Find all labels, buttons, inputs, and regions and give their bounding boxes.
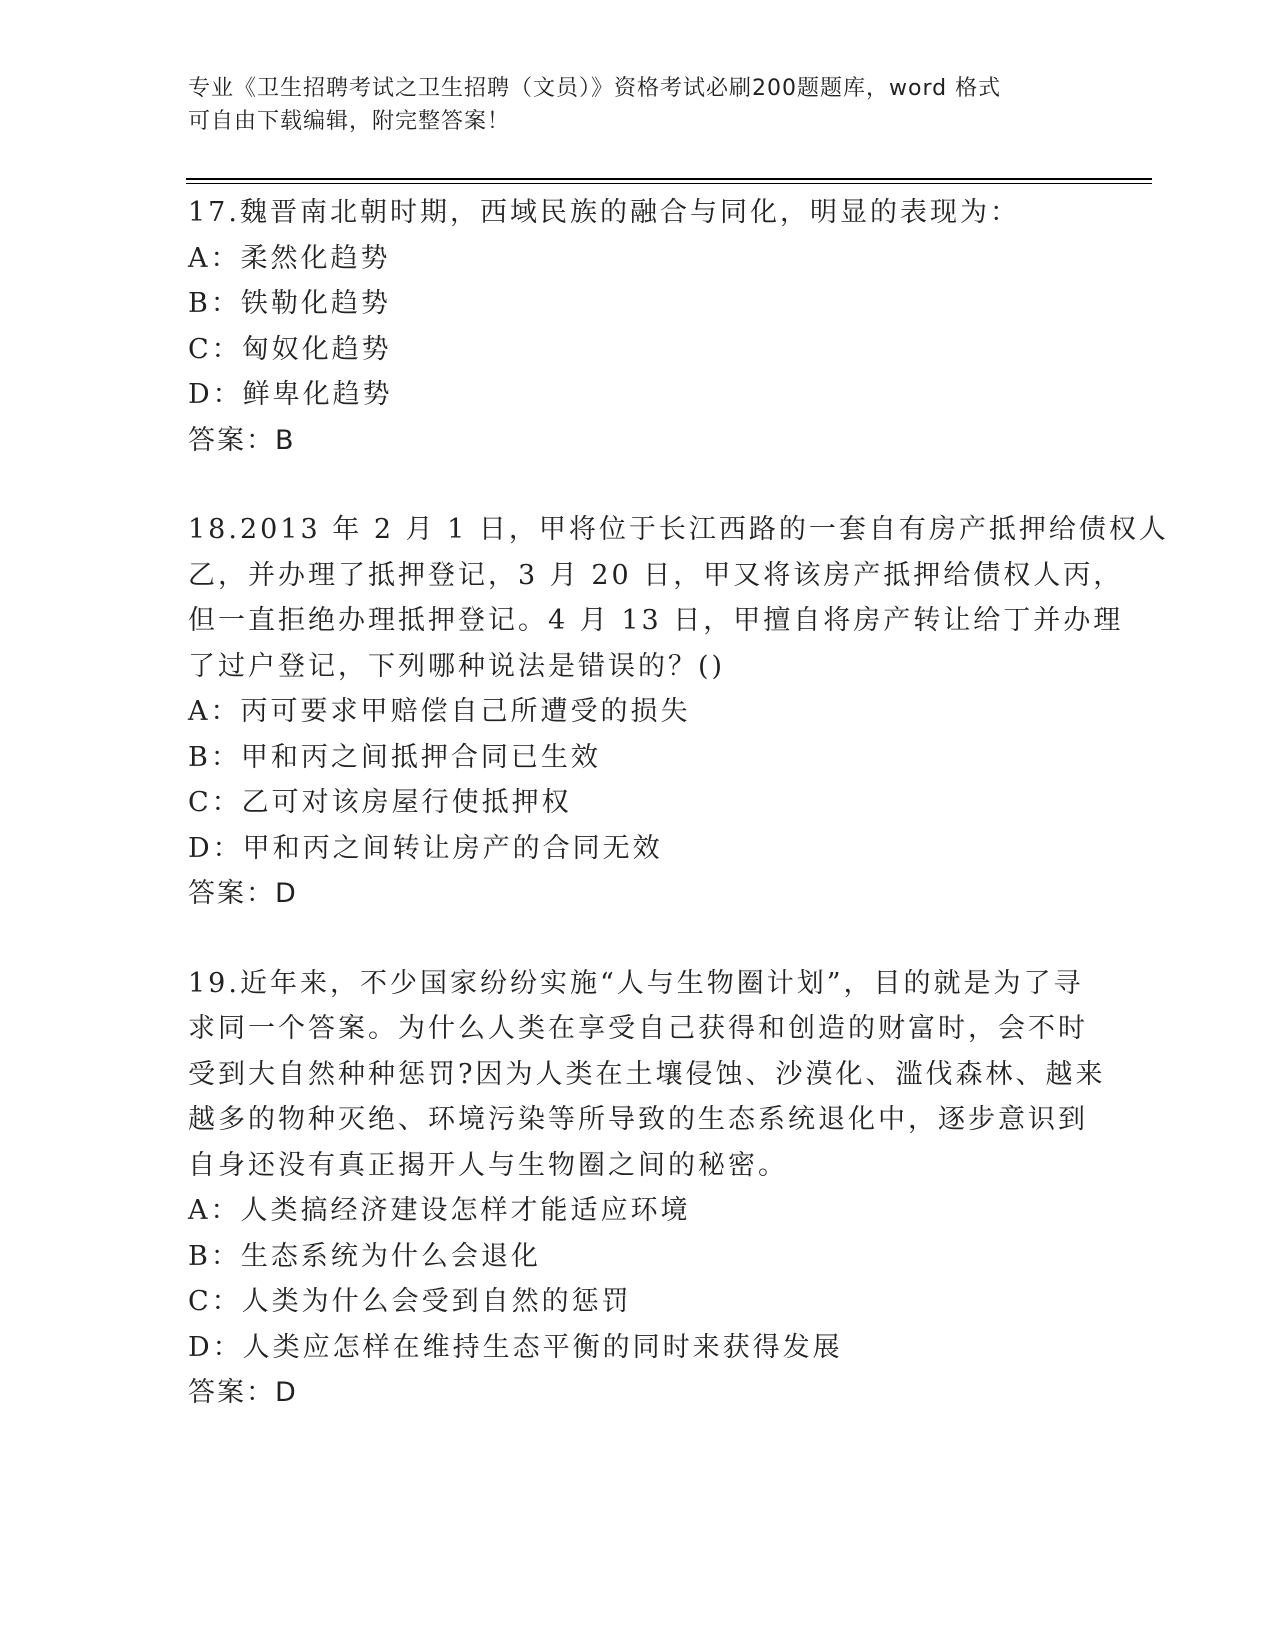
answer-label: 答案：D bbox=[188, 878, 298, 909]
question-stem-line: 但一直拒绝办理抵押登记。4 月 13 日，甲擅自将房产转让给丁并办理 bbox=[188, 605, 1124, 636]
question-17 bbox=[188, 190, 1088, 463]
question-stem-line: 越多的物种灭绝、环境污染等所导致的生态系统退化中，逐步意识到 bbox=[188, 1104, 1088, 1135]
option-b: B：生态系统为什么会退化 bbox=[188, 1240, 541, 1272]
question-stem-line: 受到大自然种种惩罚?因为人类在土壤侵蚀、沙漠化、滥伐森林、越来 bbox=[188, 1058, 1106, 1090]
question-stem-line: 18.2013 年 2 月 1 日，甲将位于长江西路的一套自有房产抵押给债权人 bbox=[188, 514, 1169, 545]
question-stem-line: 自身还没有真正揭开人与生物圈之间的秘密。 bbox=[188, 1149, 788, 1181]
option-b: B：铁勒化趋势 bbox=[188, 288, 391, 319]
document-header bbox=[188, 72, 1068, 138]
question-list bbox=[188, 190, 1169, 1460]
question-stem-line: 了过户登记，下列哪种说法是错误的？() bbox=[188, 650, 726, 682]
question-18 bbox=[188, 507, 1169, 917]
option-c: C：乙可对该房屋行使抵押权 bbox=[188, 787, 572, 818]
header-line-2: 可自由下载编辑，附完整答案！ bbox=[188, 109, 511, 134]
option-a: A：人类搞经济建设怎样才能适应环境 bbox=[188, 1195, 691, 1226]
option-c: C：人类为什么会受到自然的惩罚 bbox=[188, 1286, 632, 1317]
header-line-1: 专业《卫生招聘考试之卫生招聘（文员）》资格考试必刷200题题库，word 格式 bbox=[188, 76, 1002, 101]
answer-label: 答案：B bbox=[188, 424, 296, 456]
question-stem-line: 乙，并办理了抵押登记，3 月 20 日，甲又将该房产抵押给债权人丙， bbox=[188, 559, 1124, 591]
question-19 bbox=[188, 961, 1106, 1416]
option-a: A：丙可要求甲赔偿自己所遭受的损失 bbox=[188, 696, 691, 727]
option-c: C：匈奴化趋势 bbox=[188, 333, 392, 365]
question-stem-line: 17.魏晋南北朝时期，西域民族的融合与同化，明显的表现为： bbox=[188, 197, 1020, 228]
option-b: B：甲和丙之间抵押合同已生效 bbox=[188, 741, 601, 773]
header-divider-thin bbox=[186, 183, 1152, 184]
option-a: A：柔然化趋势 bbox=[188, 242, 391, 274]
answer-label: 答案：D bbox=[188, 1377, 298, 1408]
option-d: D：人类应怎样在维持生态平衡的同时来获得发展 bbox=[188, 1331, 843, 1363]
option-d: D：鲜卑化趋势 bbox=[188, 379, 393, 410]
question-stem-line: 19.近年来，不少国家纷纷实施“人与生物圈计划”，目的就是为了寻 bbox=[188, 967, 1084, 999]
option-d: D：甲和丙之间转让房产的合同无效 bbox=[188, 832, 663, 864]
question-stem-line: 求同一个答案。为什么人类在享受自己获得和创造的财富时，会不时 bbox=[188, 1013, 1088, 1044]
header-divider-thick bbox=[186, 178, 1152, 180]
